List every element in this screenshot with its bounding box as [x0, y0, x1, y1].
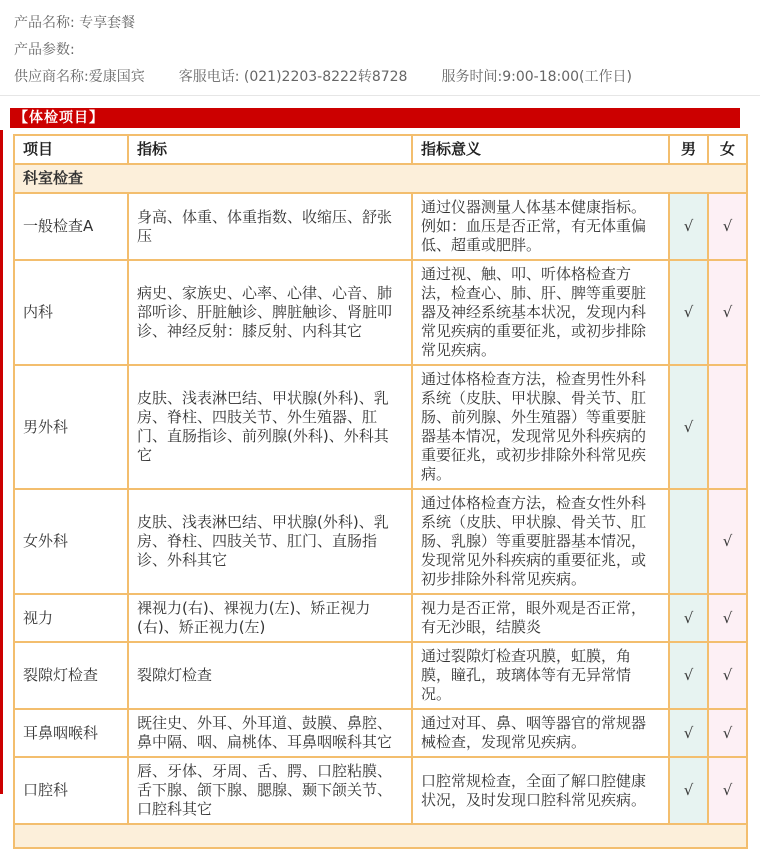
table-header-row: [14, 135, 747, 164]
col-header-item: 项目: [14, 135, 128, 164]
female-check-cell: √: [708, 193, 747, 260]
female-check-cell: √: [708, 757, 747, 824]
exam-indicators: 病史、家族史、心率、心律、心音、肺部听诊、肝脏触诊、脾脏触诊、肾脏叩诊、神经反射：膝反射、内科其它: [128, 260, 412, 365]
group-label: 科室检查: [14, 164, 747, 193]
male-check-cell: √: [669, 642, 708, 709]
exam-meaning: 通过体格检查方法，检查女性外科系统（皮肤、甲状腺、骨关节、肛肠、乳腺）等重要脏器基本情况，发现常见外科疾病的重要征兆，或初步排除外科常见疾病。: [412, 489, 669, 594]
exam-item-name: 一般检查A: [14, 193, 128, 260]
exam-table-row: [14, 260, 747, 365]
exam-indicators: 唇、牙体、牙周、舌、腭、口腔粘膜、舌下腺、颌下腺、腮腺、颞下颌关节、口腔科其它: [128, 757, 412, 824]
exam-table-body: [14, 164, 747, 848]
male-check-cell: √: [669, 260, 708, 365]
section-title-bar: [10, 108, 740, 128]
exam-indicators: 身高、体重、体重指数、收缩压、舒张压: [128, 193, 412, 260]
exam-items-table: [13, 134, 748, 849]
female-check-cell: √: [708, 260, 747, 365]
male-check-cell: √: [669, 365, 708, 489]
female-check-cell: [708, 365, 747, 489]
exam-table-row: [14, 365, 747, 489]
exam-indicators: 皮肤、浅表淋巴结、甲状腺(外科)、乳房、脊柱、四肢关节、肛门、直肠指诊、外科其它: [128, 489, 412, 594]
left-red-border: [0, 130, 3, 794]
exam-indicators: 皮肤、浅表淋巴结、甲状腺(外科)、乳房、脊柱、四肢关节、外生殖器、肛门、直肠指诊、前列腺(外科)、外科其它: [128, 365, 412, 489]
group-row: [14, 164, 747, 193]
supplier-name: 供应商名称:爱康国宾: [14, 69, 145, 85]
section-title: 【体检项目】: [14, 110, 104, 126]
exam-item-name: 内科: [14, 260, 128, 365]
exam-meaning: 通过裂隙灯检查巩膜，虹膜，角膜，瞳孔，玻璃体等有无异常情况。: [412, 642, 669, 709]
exam-meaning: 通过视、触、叩、听体格检查方法，检查心、肺、肝、脾等重要脏器及神经系统基本状况，发现内科常见疾病的重要征兆，或初步排除常见疾病。: [412, 260, 669, 365]
col-header-male: 男: [669, 135, 708, 164]
exam-item-name: 口腔科: [14, 757, 128, 824]
exam-table-row: [14, 489, 747, 594]
exam-meaning: 通过对耳、鼻、咽等器官的常规器械检查，发现常见疾病。: [412, 709, 669, 757]
partial-group-row-cutoff: [14, 824, 747, 848]
product-name-line: 产品名称: 专享套餐: [14, 15, 136, 31]
exam-item-name: 男外科: [14, 365, 128, 489]
female-check-cell: √: [708, 709, 747, 757]
female-check-cell: √: [708, 594, 747, 642]
exam-table-row: [14, 594, 747, 642]
product-info-block: [0, 0, 760, 91]
service-phone: 客服电话: (021)2203-8222转8728: [178, 69, 408, 85]
supplier-line: [14, 64, 760, 91]
male-check-cell: √: [669, 193, 708, 260]
exam-table-row: [14, 709, 747, 757]
exam-table-row: [14, 642, 747, 709]
exam-table-row: [14, 193, 747, 260]
product-params-line: 产品参数:: [14, 42, 75, 58]
horizontal-divider: [0, 95, 760, 96]
exam-table-row: [14, 757, 747, 824]
exam-item-name: 视力: [14, 594, 128, 642]
female-check-cell: √: [708, 489, 747, 594]
exam-indicators: 裂隙灯检查: [128, 642, 412, 709]
exam-item-name: 裂隙灯检查: [14, 642, 128, 709]
col-header-indicators: 指标: [128, 135, 412, 164]
male-check-cell: [669, 489, 708, 594]
male-check-cell: √: [669, 594, 708, 642]
male-check-cell: √: [669, 757, 708, 824]
exam-indicators: 既往史、外耳、外耳道、鼓膜、鼻腔、鼻中隔、咽、扁桃体、耳鼻咽喉科其它: [128, 709, 412, 757]
service-time: 服务时间:9:00-18:00(工作日): [441, 69, 632, 85]
exam-meaning: 通过体格检查方法，检查男性外科系统（皮肤、甲状腺、骨关节、肛肠、前列腺、外生殖器）等重要脏器基本情况，发现常见外科疾病的重要征兆，或初步排除外科常见疾病。: [412, 365, 669, 489]
col-header-meaning: 指标意义: [412, 135, 669, 164]
exam-item-name: 女外科: [14, 489, 128, 594]
exam-meaning: 口腔常规检查，全面了解口腔健康状况，及时发现口腔科常见疾病。: [412, 757, 669, 824]
exam-meaning: 通过仪器测量人体基本健康指标。例如：血压是否正常，有无体重偏低、超重或肥胖。: [412, 193, 669, 260]
exam-meaning: 视力是否正常，眼外观是否正常，有无沙眼，结膜炎: [412, 594, 669, 642]
col-header-female: 女: [708, 135, 747, 164]
female-check-cell: √: [708, 642, 747, 709]
partial-group-cell: [14, 824, 747, 848]
exam-item-name: 耳鼻咽喉科: [14, 709, 128, 757]
male-check-cell: √: [669, 709, 708, 757]
exam-indicators: 裸视力(右)、裸视力(左)、矫正视力(右)、矫正视力(左): [128, 594, 412, 642]
